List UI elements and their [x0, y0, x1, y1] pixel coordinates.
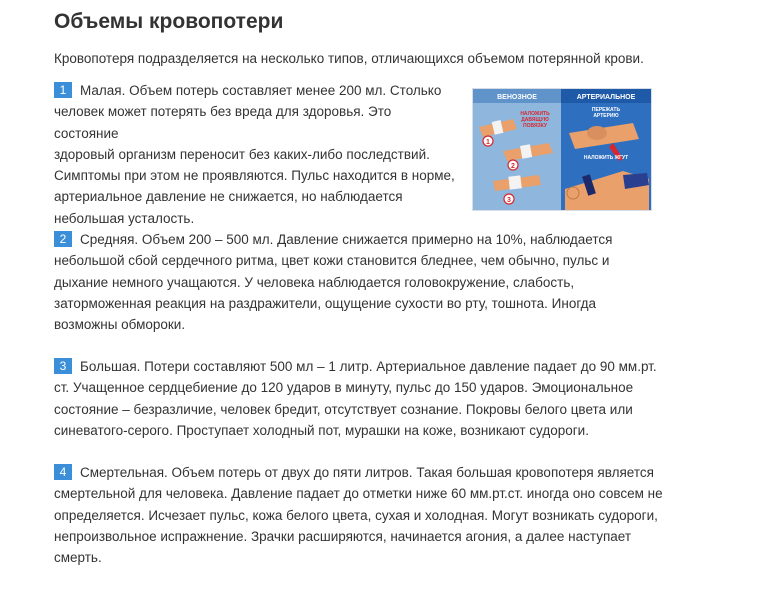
section-heading: Объемы кровопотери [54, 10, 284, 33]
arterial-title: АРТЕРИАЛЬНОЕ [576, 94, 636, 101]
item-line: 2 Средняя. Объем 200 – 500 мл. Давление снижается примерно на 10%, наблюдается [54, 229, 714, 250]
item-line: небольшая усталость. [54, 210, 195, 226]
intro-paragraph: Кровопотеря подразделяется на несколько типов, отличающихся объемом потерянной крови. [54, 51, 644, 66]
item-line: 4 Смертельная. Объем потерь от двух до пяти литров. Такая большая кровопотеря является [54, 462, 734, 483]
item-line: непроизвольное испражнение. Зрачки расширяются, начинается агония, а далее наступает [54, 528, 632, 544]
tourniquet-caption: НАЛОЖИТЬ ЖГУТ [583, 155, 629, 161]
item-line: 1 Малая. Объем потерь составляет менее 200 мл. Столько [54, 80, 459, 101]
item-number-badge: 1 [54, 82, 72, 98]
item-number-badge: 3 [54, 358, 72, 374]
item-line: Симптомы при этом не проявляются. Пульс находится в норме, [54, 168, 455, 184]
svg-text:ПОВЯЗКУ: ПОВЯЗКУ [523, 123, 547, 129]
item-line: состояние – безразличие, человек бредит, отсутствует сознание. Покровы белого цвета или [54, 401, 633, 417]
venous-title: ВЕНОЗНОЕ [497, 94, 537, 101]
item-line: смерть. [54, 550, 102, 566]
list-item [54, 356, 714, 441]
list-item [54, 229, 714, 335]
svg-text:3: 3 [507, 197, 511, 204]
svg-text:1: 1 [486, 139, 490, 146]
item-line: синеватого-серого. Проступает холодный пот, мурашки на коже, возникают судороги. [54, 422, 589, 438]
item-number-badge: 2 [54, 231, 72, 247]
item-line: возможны обмороки. [54, 317, 186, 333]
first-aid-bleeding-illustration [472, 88, 652, 211]
item-line: дыхание немного учащаются. У человека наблюдается головокружение, слабость, [54, 274, 575, 290]
svg-text:2: 2 [511, 163, 515, 170]
arterial-caption: ПЕРЕЖАТЬ [591, 107, 621, 113]
item-line: небольшой сбой сердечного ритма, цвет кожи становится бледнее, чем обычно, пульс и [54, 253, 610, 269]
item-line: ст. Учащенное сердцебиение до 120 ударов в минуту, пульс до 150 ударов. Эмоциональное [54, 380, 634, 396]
svg-text:ДАВЯЩУЮ: ДАВЯЩУЮ [521, 117, 549, 123]
venous-caption: НАЛОЖИТЬ [520, 111, 550, 117]
list-item [54, 80, 459, 229]
item-line: артериальное давление не снижается, но наблюдается [54, 189, 403, 205]
svg-text:АРТЕРИЮ: АРТЕРИЮ [593, 113, 619, 119]
item-line: 3 Большая. Потери составляют 500 мл – 1 литр. Артериальное давление падает до 90 мм.рт. [54, 356, 714, 377]
item-number-badge: 4 [54, 464, 72, 480]
item-line: человек может потерять без вреда для здоровья. Это состояние [54, 104, 392, 141]
list-item [54, 462, 734, 568]
item-line: заторможенная реакция на раздражители, ощущение сухости во рту, тошнота. Иногда [54, 295, 597, 311]
item-line: здоровый организм переносит без каких-либо последствий. [54, 146, 430, 162]
item-line: определяется. Исчезает пульс, кожа белого цвета, сухая и холодная. Могут возникать судороги, [54, 507, 658, 523]
item-line: смертельной для человека. Давление падает до отметки ниже 60 мм.рт.ст. иногда оно совсем не [54, 486, 663, 502]
